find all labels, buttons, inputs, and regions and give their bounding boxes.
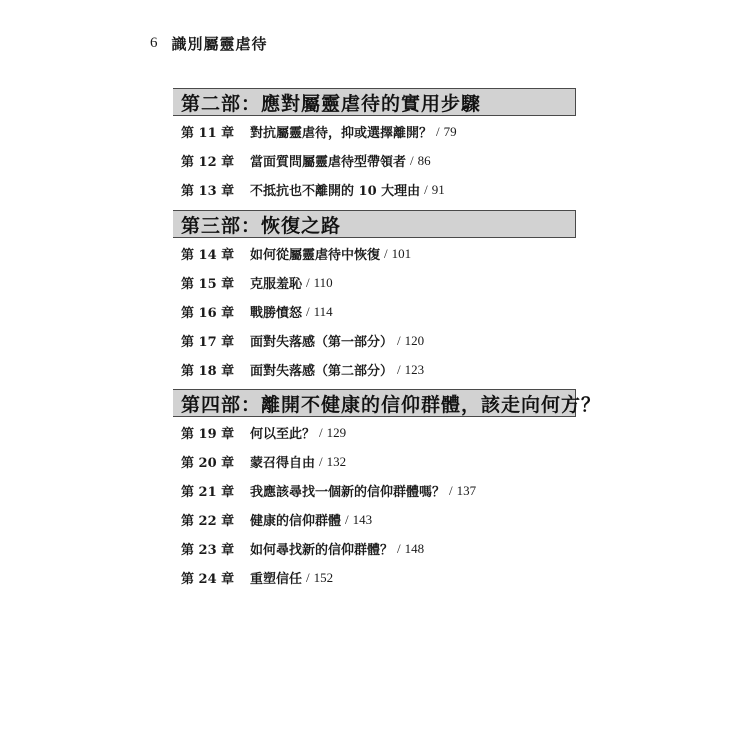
- chapter-number: 第 20 章: [181, 456, 235, 471]
- chapter-page: 129: [326, 424, 347, 440]
- part-banner: [173, 88, 576, 116]
- chapter-number: 第 11 章: [181, 126, 235, 141]
- toc-entry[interactable]: [173, 326, 576, 355]
- book-title: 識別屬靈虐待: [171, 34, 268, 53]
- chapter-page: 132: [326, 453, 347, 469]
- toc-entry[interactable]: [173, 563, 576, 592]
- chapter-title: 面對失落感（第二部分）: [250, 364, 394, 379]
- chapter-title: 健康的信仰群體: [250, 514, 342, 529]
- chapter-page: 114: [313, 303, 333, 319]
- part-title: 第三部：恢復之路: [181, 214, 342, 237]
- running-header: [150, 33, 268, 53]
- part-three: [173, 210, 576, 384]
- chapter-page: 86: [417, 152, 431, 168]
- page-separator: /: [345, 511, 349, 527]
- chapter-title: 我應該尋找一個新的信仰群體嗎？: [250, 485, 446, 500]
- chapter-page: 137: [456, 482, 477, 498]
- chapter-title: 對抗屬靈虐待，抑或選擇離開？: [250, 126, 433, 141]
- toc-entry[interactable]: [173, 447, 576, 476]
- toc-entry[interactable]: [173, 146, 576, 175]
- chapter-number: 第 17 章: [181, 335, 235, 350]
- chapter-number: 第 21 章: [181, 485, 235, 500]
- toc-entry[interactable]: [173, 505, 576, 534]
- page-separator: /: [410, 152, 414, 168]
- chapter-page: 148: [404, 540, 425, 556]
- chapter-number: 第 19 章: [181, 427, 235, 442]
- toc-entry[interactable]: [173, 239, 576, 268]
- chapter-page: 143: [352, 511, 373, 527]
- chapter-title: 面對失落感（第一部分）: [250, 335, 394, 350]
- part-banner: [173, 210, 576, 238]
- chapter-number: 第 14 章: [181, 248, 235, 263]
- chapter-page: 120: [404, 332, 425, 348]
- chapter-page: 110: [313, 274, 333, 290]
- page-separator: /: [397, 540, 401, 556]
- chapter-title: 戰勝憤怒: [250, 306, 303, 321]
- chapter-page: 152: [313, 569, 334, 585]
- chapter-number: 第 24 章: [181, 572, 235, 587]
- chapter-title: 何以至此？: [250, 427, 316, 442]
- chapter-page: 123: [404, 361, 425, 377]
- toc-entry[interactable]: [173, 175, 576, 204]
- page-separator: /: [319, 424, 323, 440]
- page-separator: /: [397, 361, 401, 377]
- part-four: [173, 389, 602, 592]
- chapter-title: 如何從屬靈虐待中恢復: [250, 248, 381, 263]
- chapter-title: 蒙召得自由: [250, 456, 316, 471]
- page-separator: /: [306, 274, 310, 290]
- page-number: 6: [150, 34, 158, 51]
- chapter-number: 第 12 章: [181, 155, 235, 170]
- chapter-number: 第 13 章: [181, 184, 235, 199]
- chapter-list: [173, 117, 576, 204]
- part-banner: [173, 389, 602, 417]
- toc-entry[interactable]: [173, 476, 576, 505]
- toc-entry[interactable]: [173, 534, 576, 563]
- page-separator: /: [319, 453, 323, 469]
- chapter-title: 克服羞恥: [250, 277, 303, 292]
- chapter-page: 101: [391, 245, 412, 261]
- chapter-page: 91: [431, 181, 445, 197]
- chapter-number: 第 18 章: [181, 364, 235, 379]
- toc-entry[interactable]: [173, 355, 576, 384]
- chapter-number: 第 23 章: [181, 543, 235, 558]
- chapter-page: 79: [443, 123, 457, 139]
- chapter-number: 第 15 章: [181, 277, 235, 292]
- toc-entry[interactable]: [173, 117, 576, 146]
- chapter-list: [173, 418, 576, 592]
- part-title: 第二部：應對屬靈虐待的實用步驟: [181, 92, 482, 115]
- toc-entry[interactable]: [173, 297, 576, 326]
- toc-entry[interactable]: [173, 418, 576, 447]
- chapter-title: 重塑信任: [250, 572, 303, 587]
- chapter-title: 如何尋找新的信仰群體？: [250, 543, 394, 558]
- chapter-number: 第 16 章: [181, 306, 235, 321]
- page-separator: /: [306, 303, 310, 319]
- page-separator: /: [384, 245, 388, 261]
- part-title: 第四部：離開不健康的信仰群體，該走向何方？: [181, 393, 602, 416]
- page-separator: /: [306, 569, 310, 585]
- page-separator: /: [424, 181, 428, 197]
- page-separator: /: [397, 332, 401, 348]
- toc-entry[interactable]: [173, 268, 576, 297]
- chapter-title: 不抵抗也不離開的 10 大理由: [250, 184, 421, 199]
- page-separator: /: [436, 123, 440, 139]
- chapter-list: [173, 239, 576, 384]
- chapter-title: 當面質問屬靈虐待型帶領者: [250, 155, 407, 170]
- part-two: [173, 88, 576, 204]
- chapter-number: 第 22 章: [181, 514, 235, 529]
- page-separator: /: [449, 482, 453, 498]
